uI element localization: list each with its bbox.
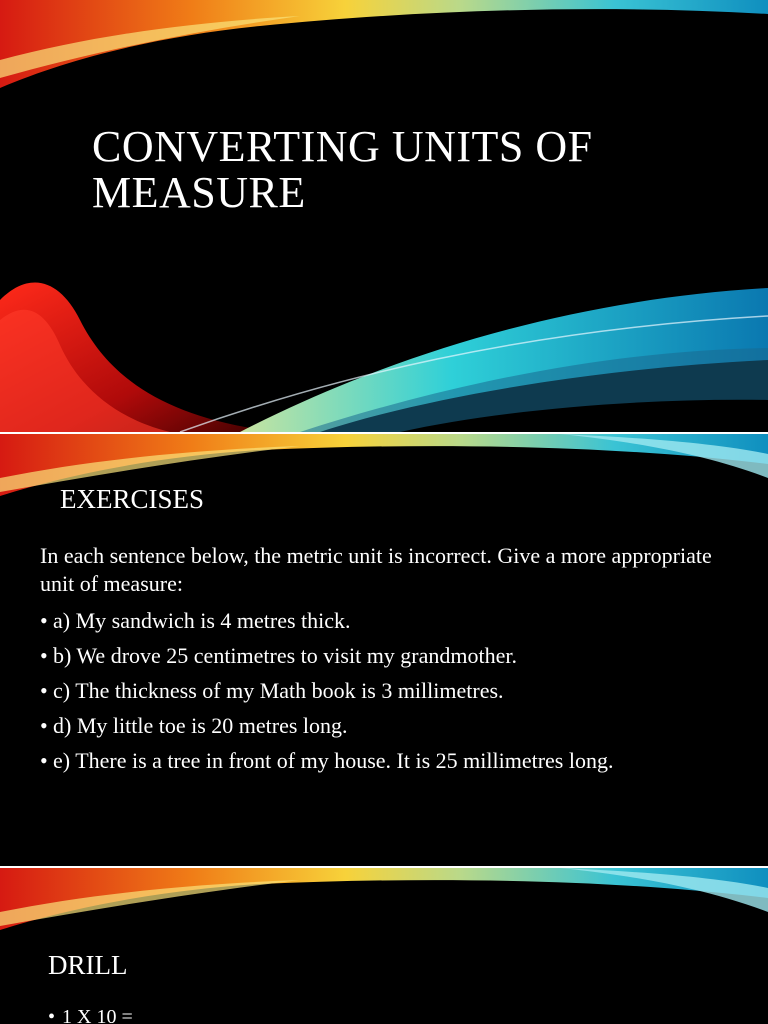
drill-list — [48, 1004, 133, 1024]
title-slide[interactable] — [0, 0, 768, 432]
drill-slide[interactable] — [0, 868, 768, 1024]
list-item: • b) We drove 25 centimetres to visit my grandmother. — [40, 643, 517, 668]
slide-heading: EXERCISES — [60, 484, 205, 514]
bullet-icon: • — [40, 678, 48, 703]
list-item: • 1 X 10 = — [48, 1004, 133, 1024]
instructions-text: In each sentence below, the metric unit is incorrect. Give a more appropriate unit of measure: — [40, 543, 712, 596]
bullet-icon: • — [48, 1006, 56, 1024]
list-item: • c) The thickness of my Math book is 3 millimetres. — [40, 678, 504, 703]
list-item: • d) My little toe is 20 metres long. — [40, 713, 348, 738]
swoosh-decoration — [0, 868, 768, 1024]
list-item: • e) There is a tree in front of my house. It is 25 millimetres long. — [40, 748, 614, 773]
bullet-icon: • — [40, 608, 48, 633]
bullet-icon: • — [40, 748, 48, 773]
bullet-icon: • — [40, 713, 48, 738]
slide-heading: DRILL — [48, 950, 128, 980]
exercise-list — [40, 606, 730, 781]
list-item: • a) My sandwich is 4 metres thick. — [40, 608, 351, 633]
bullet-icon: • — [40, 643, 48, 668]
slide-title: CONVERTING UNITS OF MEASURE — [92, 122, 593, 217]
exercises-slide[interactable] — [0, 434, 768, 866]
